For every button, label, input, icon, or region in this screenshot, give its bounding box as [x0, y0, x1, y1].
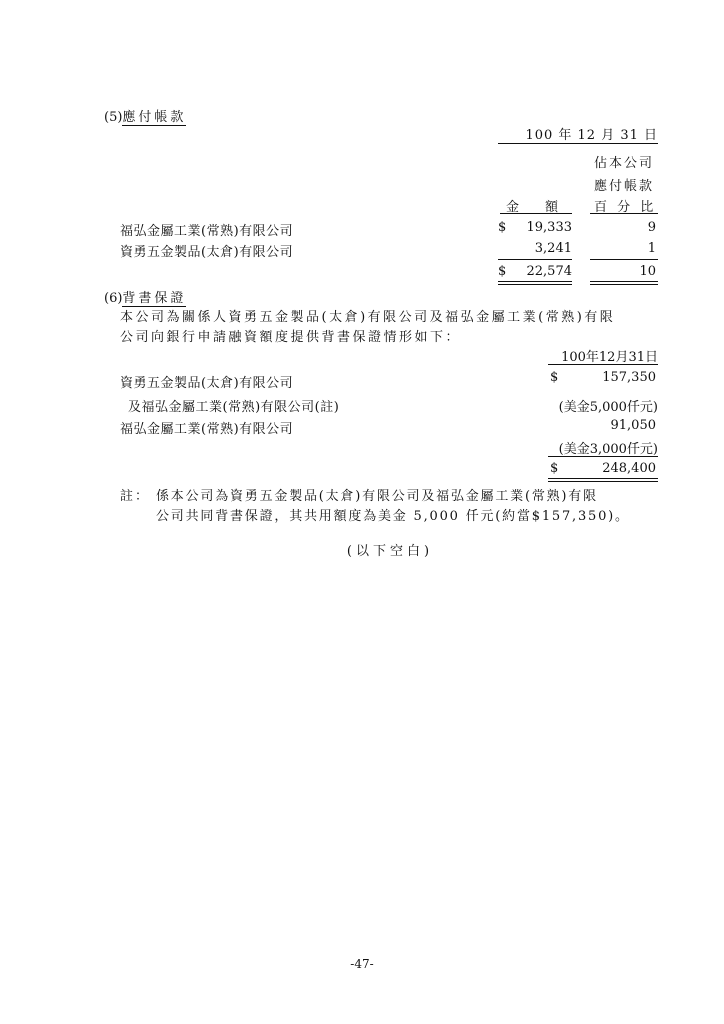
- section5-subtotal-line-amount: [498, 259, 572, 260]
- section5-heading-text: 應付帳款: [122, 110, 187, 125]
- section5-date-underline: [498, 143, 658, 144]
- section5-pct-header-line1: 佔本公司: [594, 156, 655, 171]
- section6-total-double-line: [548, 478, 658, 482]
- section5-row1-name: 福弘金屬工業(常熟)有限公司: [120, 224, 294, 239]
- section6-row1-currency: $: [550, 370, 559, 385]
- section6-date-underline: [548, 364, 658, 365]
- section6-row3-name: 福弘金屬工業(常熟)有限公司: [120, 422, 294, 437]
- section5-row2-amount: 3,241: [534, 241, 572, 256]
- section6-subtotal-line: [548, 456, 658, 457]
- blank-below-note: (以下空白): [346, 544, 434, 559]
- section5-total-currency: $: [498, 264, 507, 279]
- section5-row1-pct: 9: [647, 220, 656, 235]
- section6-heading-num: (6): [104, 291, 123, 306]
- section6-row2-name: 及福弘金屬工業(常熟)有限公司(註): [128, 400, 340, 415]
- section5-row1-currency: $: [498, 220, 507, 235]
- section5-pct-header-line2: 應付帳款: [594, 179, 655, 194]
- section5-heading: [104, 106, 186, 125]
- section5-row2-pct: 1: [647, 241, 656, 256]
- section6-note-line2: 公司共同背書保證，其共用額度為美金 5,000 仟元(約當$157,350)。: [156, 509, 630, 524]
- section6-paragraph-line2: 公司向銀行申請融資額度提供背書保證情形如下：: [120, 330, 462, 345]
- section6-row1-amount: 157,350: [602, 370, 656, 385]
- section6-row2-note: (美金5,000仟元): [558, 400, 658, 415]
- section5-total-amount: 22,574: [526, 264, 572, 279]
- section5-total-double-line-amount: [498, 281, 572, 285]
- section6-total-currency: $: [550, 461, 559, 476]
- section6-note-line1: 係本公司為資勇五金製品(太倉)有限公司及福弘金屬工業(常熟)有限: [156, 489, 598, 504]
- section6-heading: [104, 287, 186, 306]
- section5-pct-header-underline: [590, 213, 658, 214]
- section5-row1-amount: 19,333: [526, 220, 572, 235]
- section5-amount-header-underline: [500, 213, 572, 214]
- section6-heading-text: 背書保證: [122, 291, 187, 306]
- section5-date-header: 100 年 12 月 31 日: [525, 128, 658, 143]
- section6-note-label: 註：: [120, 489, 151, 504]
- section6-row1-name: 資勇五金製品(太倉)有限公司: [120, 376, 294, 391]
- section6-date-header: 100年12月31日: [561, 350, 658, 365]
- section6-paragraph-line1: 本公司為關係人資勇五金製品(太倉)有限公司及福弘金屬工業(常熟)有限: [120, 310, 616, 325]
- section6-row4-note: (美金3,000仟元): [558, 442, 658, 457]
- section6-total-amount: 248,400: [602, 461, 656, 476]
- section6-row3-amount: 91,050: [610, 418, 656, 433]
- section5-amount-header: 金 額: [506, 200, 559, 215]
- section5-total-pct: 10: [639, 264, 656, 279]
- section5-row2-name: 資勇五金製品(太倉)有限公司: [120, 245, 294, 260]
- section5-subtotal-line-pct: [590, 259, 658, 260]
- section5-pct-header-line3: 百 分 比: [594, 200, 657, 215]
- page-number: -47-: [350, 957, 374, 971]
- section5-total-double-line-pct: [590, 281, 658, 285]
- section5-heading-num: (5): [104, 110, 123, 125]
